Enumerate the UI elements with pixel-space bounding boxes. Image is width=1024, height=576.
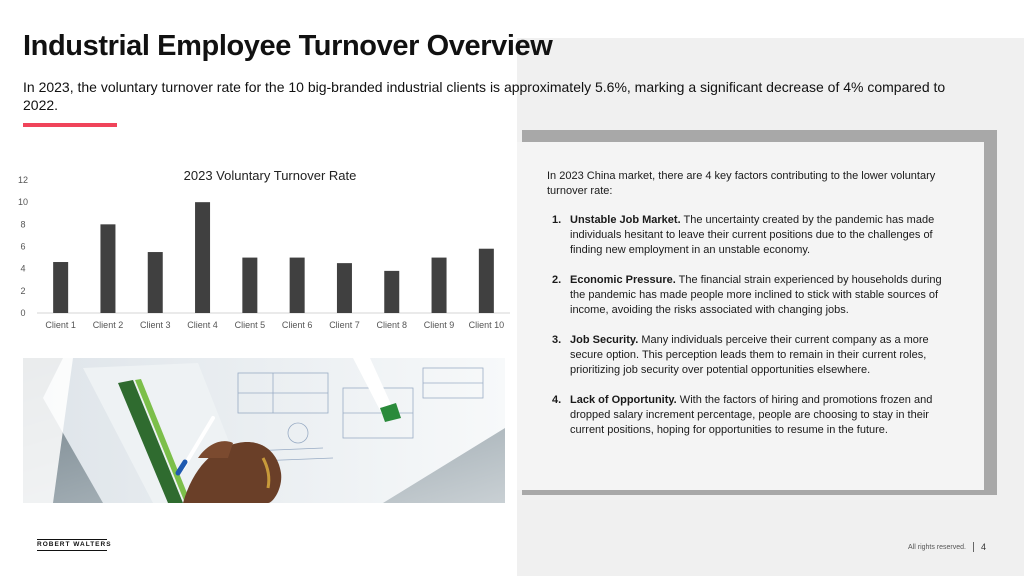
y-tick-label: 6 <box>20 241 26 252</box>
factor-number: 1. <box>552 214 562 226</box>
bar-client-7 <box>337 263 352 313</box>
x-tick-label: Client 6 <box>281 320 313 330</box>
x-tick-label: Client 9 <box>423 320 455 330</box>
bar-client-6 <box>290 258 305 313</box>
bar-client-3 <box>148 252 163 313</box>
x-tick-label: Client 3 <box>139 320 171 330</box>
bar-client-4 <box>195 202 210 313</box>
factor-heading: Lack of Opportunity. <box>570 394 677 406</box>
footer-separator <box>973 542 974 552</box>
slide-title: Industrial Employee Turnover Overview <box>23 30 553 62</box>
factor-number: 2. <box>552 274 562 286</box>
factor-heading: Unstable Job Market. <box>570 214 681 226</box>
factor-text: With the factors of hiring and promotions frozen and dropped salary increment percentage, people are choosing to stay in their current positions, hoping for opportunities to resume in the future. <box>570 394 933 436</box>
slide-footer <box>908 542 986 552</box>
factor-number: 3. <box>552 334 562 346</box>
factor-item <box>547 213 959 258</box>
factor-text: Many individuals perceive their current company as a more secure option. This perception leads them to remain in their current roles, prioritizing job security over potential opportunities elsewhere. <box>570 334 929 376</box>
x-tick-label: Client 2 <box>92 320 124 330</box>
bar-client-5 <box>242 258 257 313</box>
turnover-bar-chart <box>0 160 520 342</box>
factors-intro: In 2023 China market, there are 4 key factors contributing to the lower voluntary turnover rate: <box>547 170 936 197</box>
factor-heading: Economic Pressure. <box>570 274 676 286</box>
factor-item <box>547 333 959 378</box>
x-tick-label: Client 8 <box>376 320 408 330</box>
factor-text: The uncertainty created by the pandemic has made individuals hesitant to leave their current positions due to the challenges of finding new employment in an unstable economy. <box>570 214 935 256</box>
factor-item <box>547 273 959 318</box>
slide-subtitle: In 2023, the voluntary turnover rate for the 10 big-branded industrial clients is approximately 5.6%, marking a significant decrease of 4% compared to 2022. <box>23 79 946 113</box>
bar-client-2 <box>100 224 115 313</box>
y-tick-label: 12 <box>17 175 29 185</box>
factors-list <box>547 213 959 438</box>
factor-number: 4. <box>552 394 562 406</box>
hands-drawing-photo <box>23 358 505 503</box>
y-tick-label: 2 <box>20 285 26 296</box>
y-tick-label: 10 <box>17 197 29 208</box>
x-tick-label: Client 10 <box>468 320 505 330</box>
factors-card <box>517 142 984 490</box>
y-tick-label: 8 <box>20 219 26 230</box>
bar-client-1 <box>53 262 68 313</box>
factor-item <box>547 393 959 438</box>
bar-client-9 <box>432 258 447 313</box>
photo-illustration <box>23 358 505 503</box>
x-tick-label: Client 1 <box>45 320 76 330</box>
logo-text: ROBERT WALTERS <box>37 541 112 548</box>
chart-title: 2023 Voluntary Turnover Rate <box>183 168 357 183</box>
logo-bottom-rule <box>37 550 107 551</box>
title-accent-bar <box>23 123 117 127</box>
x-tick-label: Client 5 <box>234 320 266 330</box>
rights-text: All rights reserved. <box>908 543 966 551</box>
x-tick-label: Client 4 <box>187 320 218 330</box>
page-number: 4 <box>980 542 986 552</box>
y-tick-label: 0 <box>20 308 26 318</box>
bar-client-8 <box>384 271 399 313</box>
factor-heading: Job Security. <box>570 334 639 346</box>
y-tick-label: 4 <box>20 263 26 274</box>
robert-walters-logo <box>37 539 112 551</box>
bar-client-10 <box>479 249 494 313</box>
x-tick-label: Client 7 <box>329 320 360 330</box>
factor-text: The financial strain experienced by households during the pandemic has made people more inclined to stick with stable sources of income, avoiding the risks associated with changing jobs. <box>570 274 942 316</box>
